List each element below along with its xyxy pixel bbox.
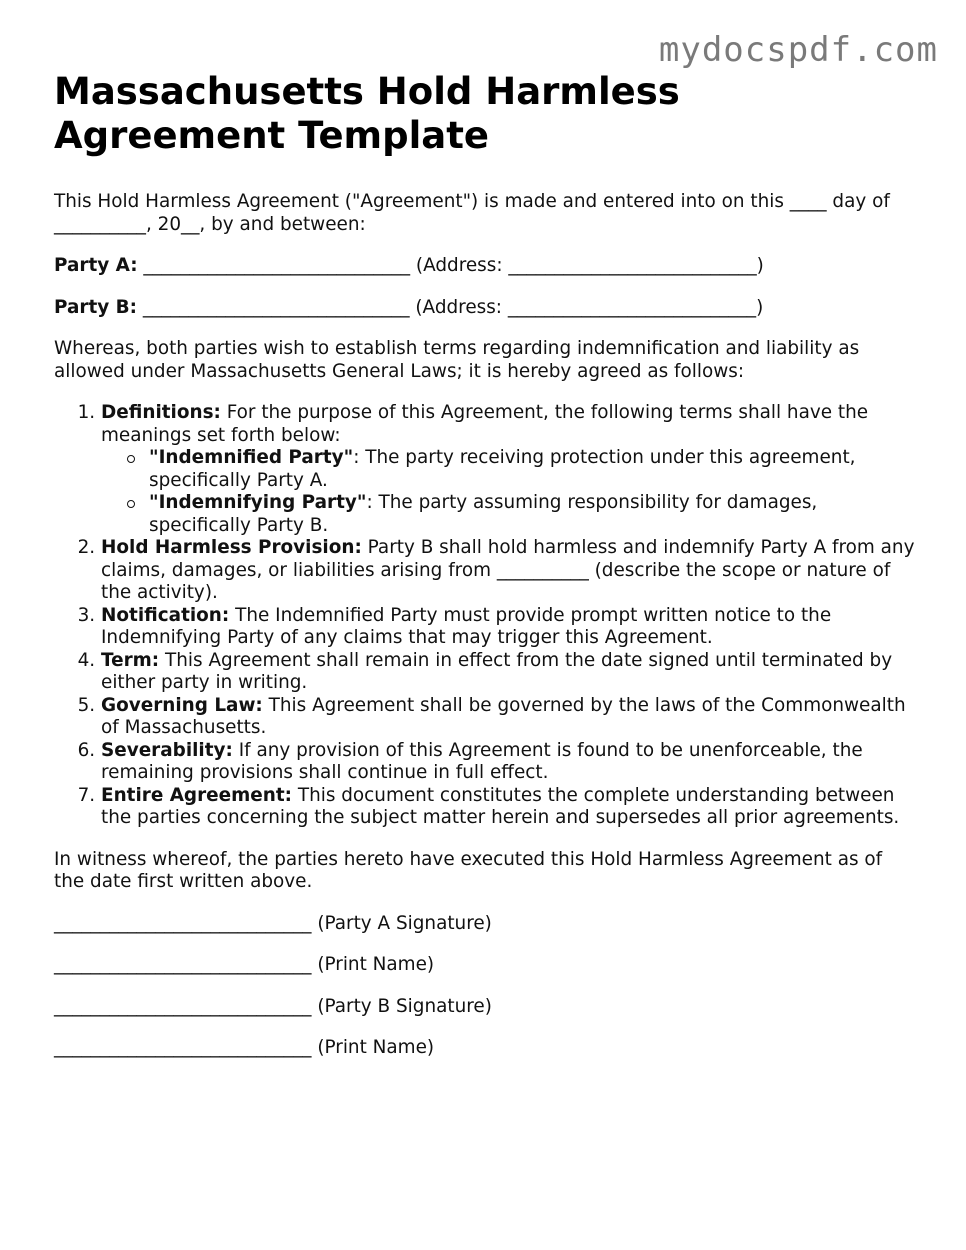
clause-label: Hold Harmless Provision: [101, 537, 362, 558]
clause-item [101, 695, 918, 740]
clause-label: Severability: [101, 739, 233, 761]
definition-text: : The party receiving protection under this agreement, specifically Party A. [149, 447, 856, 491]
clause-label: Term: [101, 649, 160, 671]
definition-term: "Indemnifying Party" [149, 492, 367, 513]
clause-list [54, 402, 918, 830]
clause-text: This Agreement shall be governed by the laws of the Commonwealth of Massachusetts. [101, 694, 906, 738]
print-name-line-party-a: ____________________________ (Print Name) [54, 954, 435, 975]
intro-paragraph: This Hold Harmless Agreement ("Agreement") is made and entered into on this ____ day of __________, 20__, by and between: [54, 191, 890, 235]
clause-text: For the purpose of this Agreement, the following terms shall have the meanings set forth below: [101, 402, 869, 446]
watermark: mydocspdf.com [658, 30, 938, 70]
clause-label: Governing Law: [101, 694, 263, 716]
clause-item [101, 537, 918, 605]
party-a-label: Party A: [54, 255, 138, 276]
party-b-line [54, 297, 918, 320]
circle-bullet-icon [127, 500, 135, 508]
definition-item [149, 447, 918, 492]
clause-label: Entire Agreement: [101, 784, 292, 806]
definition-text: : The party assuming responsibility for damages, specifically Party B. [149, 492, 818, 536]
clause-item [101, 740, 918, 785]
clause-item [101, 605, 918, 650]
party-b-label: Party B: [54, 296, 138, 318]
clause-text: Party B shall hold harmless and indemnify Party A from any claims, damages, or liabilities arising from __________ (describe the scope or nature of the activity). [101, 537, 915, 603]
definition-item [149, 492, 918, 537]
clause-item [101, 650, 918, 695]
party-a-line [54, 255, 918, 278]
clause-item [101, 402, 918, 537]
clause-item [101, 785, 918, 830]
page-title: Massachusetts Hold Harmless Agreement Template [54, 70, 680, 157]
signature-line-party-a: ____________________________ (Party A Signature) [54, 912, 492, 934]
print-name-line-party-b: ____________________________ (Print Name) [54, 1037, 435, 1058]
clause-text: The Indemnified Party must provide prompt written notice to the Indemnifying Party of any claims that may trigger this Agreement. [101, 604, 832, 648]
signature-line-party-b: ____________________________ (Party B Signature) [54, 995, 492, 1017]
definition-term: "Indemnified Party" [149, 447, 354, 468]
clause-text: If any provision of this Agreement is found to be unenforceable, the remaining provisions shall continue in full effect. [101, 739, 863, 783]
definitions-list [101, 447, 918, 537]
document-page [54, 70, 918, 1060]
clause-text: This Agreement shall remain in effect from the date signed until terminated by either party in writing. [101, 649, 893, 693]
whereas-paragraph: Whereas, both parties wish to establish terms regarding indemnification and liability as allowed under Massachusetts General Laws; it is hereby agreed as follows: [54, 338, 860, 382]
witness-paragraph: In witness whereof, the parties hereto have executed this Hold Harmless Agreement as of the date first written above. [54, 848, 883, 892]
circle-bullet-icon [127, 455, 135, 463]
clause-text: This document constitutes the complete understanding between the parties concerning the subject matter herein and supersedes all prior agreements. [101, 784, 900, 828]
party-b-fields: _____________________________ (Address: ___________________________) [137, 296, 764, 318]
party-a-fields: _____________________________ (Address: ___________________________) [137, 255, 764, 276]
clause-label: Notification: [101, 604, 230, 626]
clause-label: Definitions: [101, 402, 221, 423]
